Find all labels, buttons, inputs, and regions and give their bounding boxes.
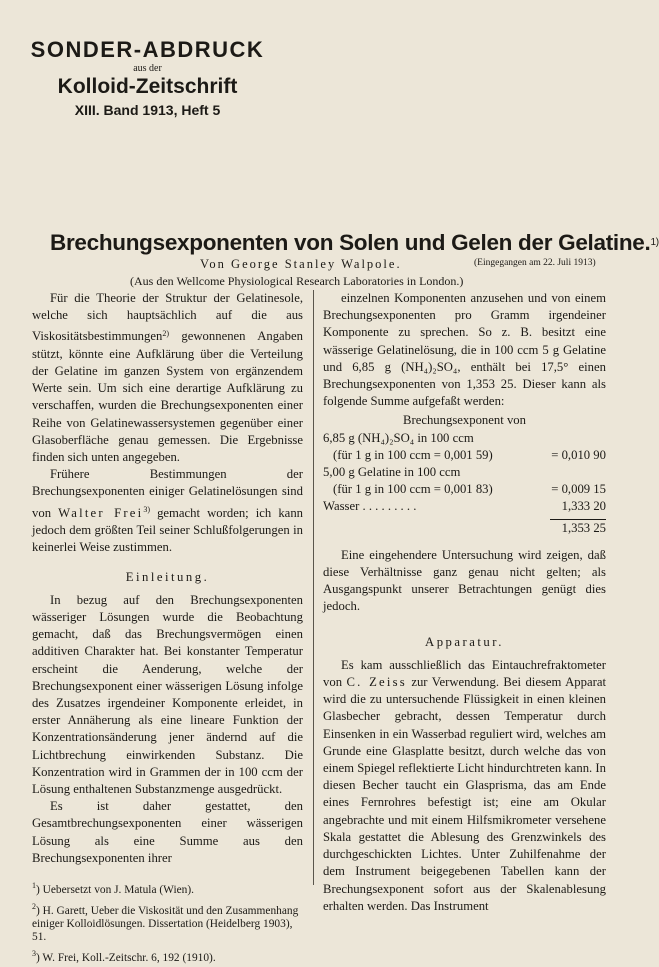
paragraph: In bezug auf den Brechungsexponenten wässeriger Lösungen wurde die Beobachtung gemacht, daß das Brechungsvermögen einen additiven Charakter hat. Bei konstanter Temperatur erscheint die Aenderung, welche der Brechungsexponent einer wässerigen Lösung infolge des Zusatzes irgendeiner Komponente erleidet, in erster Annäherung als eine lineare Funktion der Konzentrationsänderung jener ändernd auf die Lichtbrechung einwirkenden Substanz. Die Konzentration wird in Grammen der in 100 ccm der Lösung enthaltenen Substanzmenge ausgedrückt. — [32, 592, 303, 796]
footnote — [32, 947, 303, 965]
paragraph-text: Es kam ausschließlich das Eintauchrefraktometer von — [323, 657, 606, 690]
footnote-text: ) Uebersetzt von J. Matula (Wien). — [36, 883, 195, 896]
calc-label: 5,00 g Gelatine in 100 ccm — [323, 465, 461, 480]
aus-der-label: aus der — [133, 63, 162, 74]
calc-value: 1,333 20 — [561, 499, 606, 514]
reprint-label: SONDER-ABDRUCK — [30, 37, 265, 62]
paragraph: Es ist daher gestattet, den Gesamtbrechungsexponenten einer wässerigen Lösung als eine Summe aus den Brechungsexponenten ihrer — [32, 799, 303, 865]
footnote-mark: 1 — [32, 880, 36, 890]
footnote-ref — [143, 506, 150, 520]
footnote — [32, 879, 303, 897]
calc-label: 6,85 g (NH₄)₂SO₄ in 100 ccm — [323, 430, 474, 445]
paragraph — [323, 657, 606, 915]
section-heading: Einleitung. — [125, 569, 210, 584]
calc-value: = 0,009 15 — [551, 482, 606, 497]
paragraph: einzelnen Komponenten anzusehen und von einem Brechungsexponenten pro Gramm irgendeiner Komponente zu sprechen. So z. B. besitzt eine wässerige Gelatinelösung, die in 100 ccm 5 g Gelatine und 6,85 g (NH₄)₂SO₄, enthält bei 17,5° einen Brechungsexponenten von 1,353 25. Dieser kann als folgende Summe aufgefaßt werden: — [323, 291, 606, 409]
paragraph-text: Frühere Bestimmungen der Brechungsexponenten einiger Gelatinelösungen sind von — [32, 467, 303, 520]
calc-label: Wasser . . . . . . . . . — [323, 499, 417, 514]
footnotes — [32, 879, 303, 964]
paragraph-text: gemacht worden; ich kann jedoch dem größten Teil seiner Schlußfolgerungen in keinerlei Weise zustimmen. — [32, 505, 304, 555]
title-footnote-ref: 1) — [650, 237, 659, 248]
affiliation: (Aus den Wellcome Physiological Research Laboratories in London.) — [130, 274, 464, 288]
spacer — [323, 537, 606, 547]
calc-row — [323, 498, 606, 515]
refraction-calculation — [323, 412, 606, 536]
paragraph — [32, 466, 303, 556]
article-title — [50, 230, 659, 256]
calc-row — [323, 481, 606, 498]
column-divider — [313, 290, 314, 885]
footnote — [32, 900, 303, 944]
paragraph — [32, 290, 303, 466]
paragraph-text: gewonnenen Angaben stützt, könnte eine Aufklärung über die Verteilung der Gelatine im ganzen System von ergänzendem Werte sein. Um sich eine derartige Aufklärung zu verschaffen, wurden die Brechungsexponenten einer Reihe von Gelatinewassersystemen gegenüber einer Glasoberfläche genau gemessen. Die Ergebnisse finden sich unten angegeben. — [32, 329, 303, 465]
paragraph-text: zur Verwendung. Bei diesem Apparat wird die zu untersuchende Flüssigkeit in einen kleinen Glasbecher gebracht, dessen Temperatur durch Einsenken in ein Wasserbad reguliert wird, welches am Grunde eine Glasplatte besitzt, durch welche das von einem Spiegel reflektierte Licht hindurchtreten kann. In diesen Becher taucht ein Glasprisma, das am Ende eines Fernrohres befestigt ist; eine am Okular angebrachte und mit einem Hilfsmikrometer versehene Skala gestattet die Ablesung des Grenzwinkels des durchgeschickten Lichtes. Unter Zuhilfenahme der dem Instrument beigegebenen Tabellen kann der Brechungsexponent sofort aus der Skalenablesung erhalten werden. Das Instrument — [323, 675, 606, 913]
author-line: Von George Stanley Walpole. — [200, 257, 402, 271]
calc-row — [323, 430, 606, 447]
calc-label: (für 1 g in 100 ccm = 0,001 59) — [333, 447, 493, 462]
footnote-mark: 3 — [32, 948, 36, 958]
manufacturer-name: C. Zeiss — [346, 675, 407, 690]
paragraph: Eine eingehendere Untersuchung wird zeigen, daß diese Verhältnisse ganz genau nicht gelten; als Ausgangspunkt unserer Betrachtungen genügt dies jedoch. — [323, 547, 606, 614]
footnote-text: ) H. Garett, Ueber die Viskosität und den Zusammenhang einiger Kolloidlösungen. Dissertation (Heidelberg 1903), 51. — [32, 904, 299, 943]
calc-label: (für 1 g in 100 ccm = 0,001 83) — [333, 482, 493, 497]
footnote-ref-mark: 3) — [143, 504, 150, 514]
author-name: Walter Frei — [58, 505, 144, 520]
footnote-ref — [162, 330, 169, 344]
calc-heading-text: Brechungsexponent von — [403, 413, 526, 428]
left-column — [32, 290, 303, 967]
calc-row — [323, 447, 606, 464]
volume-info: XIII. Band 1913, Heft 5 — [74, 102, 221, 118]
calc-total: 1,353 25 — [561, 520, 606, 535]
calc-value: = 0,010 90 — [551, 447, 606, 462]
calc-row — [323, 464, 606, 481]
section-heading: Apparatur. — [425, 634, 504, 649]
journal-title: Kolloid-Zeitschrift — [57, 75, 238, 98]
calc-total-row — [323, 520, 606, 537]
paragraph-text: Für die Theorie der Struktur der Gelatinesole, welche sich hauptsächlich auf die aus Viskositätsbestimmungen — [32, 291, 303, 344]
footnote-mark: 2 — [32, 901, 36, 911]
right-column — [323, 290, 606, 915]
received-date: (Eingegangen am 22. Juli 1913) — [474, 258, 596, 268]
reprint-header — [0, 38, 295, 119]
footnote-ref-mark: 2) — [162, 328, 170, 338]
calc-heading — [323, 412, 606, 429]
article-title-text: Brechungsexponenten von Solen und Gelen der Gelatine. — [50, 230, 651, 255]
footnote-text: ) W. Frei, Koll.-Zeitschr. 6, 192 (1910). — [36, 951, 216, 964]
